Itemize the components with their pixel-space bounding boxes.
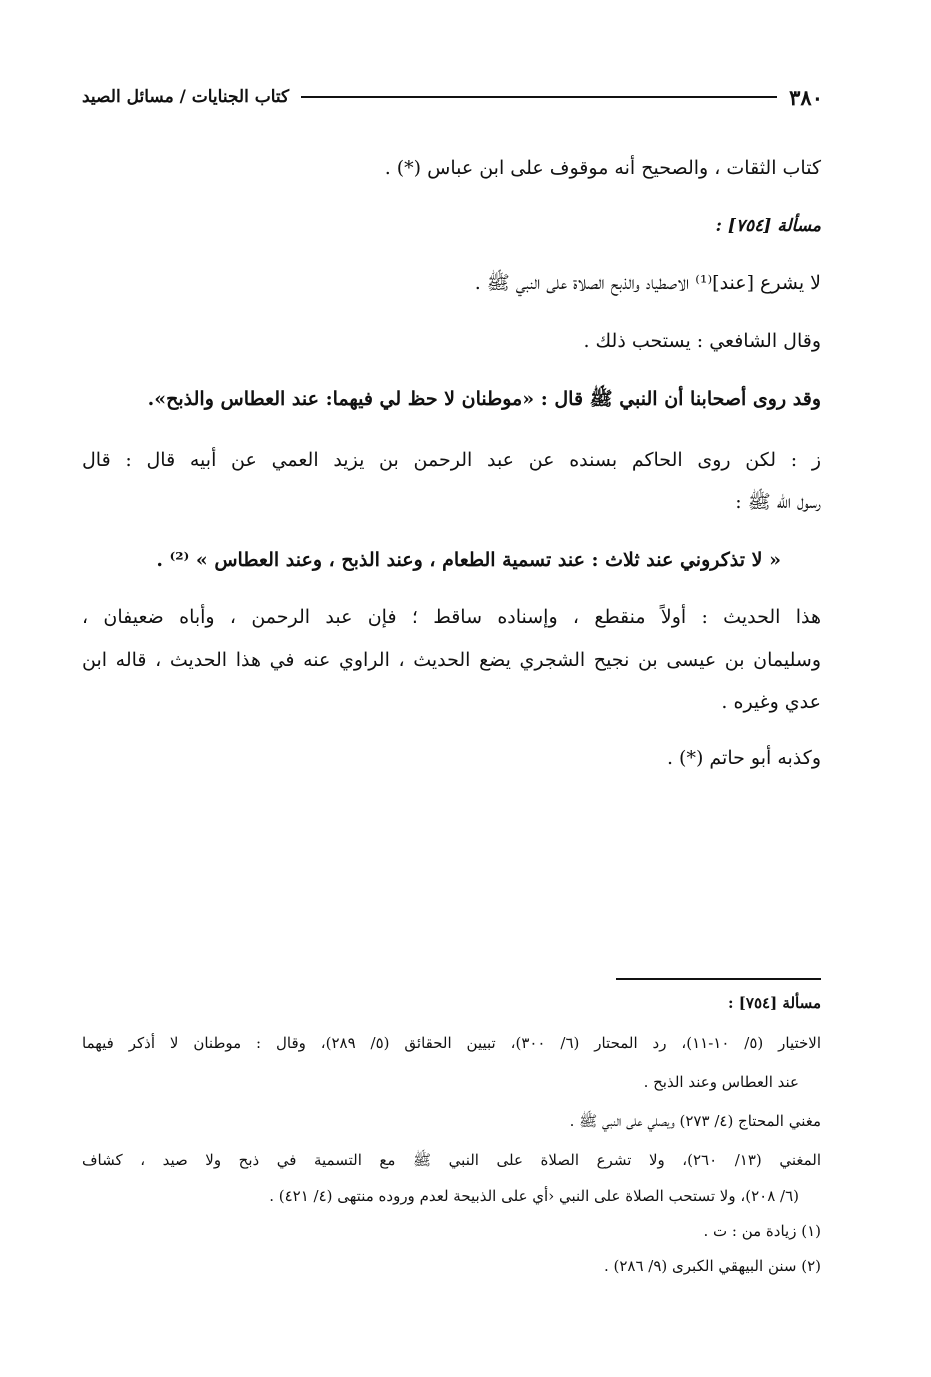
body-line: ز : لكن روى الحاكم بسنده عن عبد الرحمن بن يزيد العمي عن أبيه قال : قال (82, 449, 821, 471)
header-rule (301, 96, 777, 98)
body-line: هذا الحديث : أولاً منقطع ، وإسناده ساقط ؛ فإن عبد الرحمن ، وأباه ضعيفان ، (82, 606, 821, 628)
body-line: وقد روى أصحابنا أن النبي ﷺ قال : «موطنان لا حظ لي فيهما: عند العطاس والذبح». (147, 388, 821, 410)
page-number: ٣٨٠ (789, 84, 823, 110)
footnote-line: مسألة [٧٥٤] : (728, 994, 821, 1012)
issue-heading: مسألة [٧٥٤] : (715, 216, 821, 236)
body-line: كتاب الثقات ، والصحيح أنه موقوف على ابن عباس (*) . (384, 157, 821, 179)
running-title: كتاب الجنايات / مسائل الصيد (82, 87, 290, 107)
footnote-line: مغني المحتاج (٤/ ٢٧٣) ويصلي على النبي ﷺ . (569, 1112, 821, 1130)
footnote-line: المغني (١٣/ ٢٦٠)، ولا تشرع الصلاة على النبي ﷺ مع التسمية في ذبح ولا صيد ، كشاف (82, 1151, 822, 1169)
footnote-line: الاختيار (٥/ ١٠-١١)، رد المحتار (٦/ ٣٠٠)، تبيين الحقائق (٥/ ٢٨٩)، وقال : موطنان لا أذكر فيهما (82, 1034, 822, 1052)
body-line: رسول الله ﷺ : (735, 491, 821, 513)
footnote-line: (١) زيادة من : ت . (703, 1222, 821, 1240)
page-header (82, 82, 823, 112)
footnote-line: عند العطاس وعند الذبح . (643, 1073, 799, 1091)
body-line: وقال الشافعي : يستحب ذلك . (583, 330, 821, 352)
body-line: لا يشرع [عند]⁽¹⁾ الاصطياد والذبح الصلاة على النبي ﷺ . (474, 272, 821, 294)
footnote-rule (616, 978, 821, 980)
body-line: وسليمان بن عيسى بن نجيح الشجري يضع الحديث ، الراوي عنه في هذا الحديث ، قاله ابن (82, 649, 821, 671)
footnote-line: (٦/ ٢٠٨)، ولا تستحب الصلاة على النبي ‹أي على الذبيحة لعدم وروده منتهى (٤/ ٤٢١) . (269, 1187, 799, 1205)
body-line: وكذبه أبو حاتم (*) . (666, 747, 821, 769)
hadith-quote: « لا تذكروني عند ثلاث : عند تسمية الطعام ، وعند الذبح ، وعند العطاس » ⁽²⁾ . (156, 549, 781, 571)
footnote-line: (٢) سنن البيهقي الكبرى (٩/ ٢٨٦) . (603, 1257, 821, 1275)
body-line: عدي وغيره . (721, 691, 821, 713)
